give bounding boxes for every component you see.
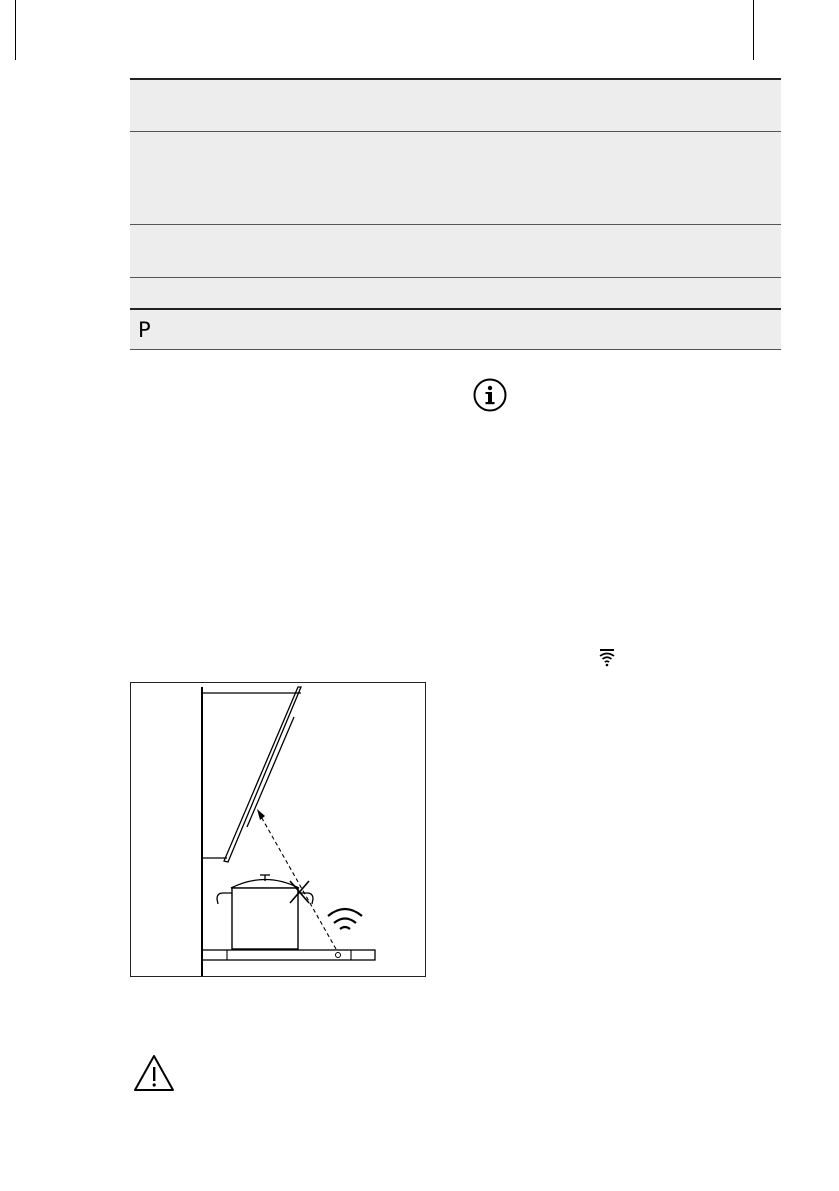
illustration-svg [131, 683, 425, 976]
table-row [130, 78, 781, 132]
crop-mark-top-left [15, 0, 16, 60]
table-cell-p: P [138, 317, 151, 342]
table-row [130, 278, 781, 310]
warning-icon [132, 1053, 176, 1093]
hood-fan-icon [598, 648, 616, 668]
info-icon [473, 378, 507, 412]
table-row [130, 225, 781, 278]
settings-table [130, 78, 781, 350]
table-row [130, 132, 781, 225]
table-row [130, 310, 781, 350]
crop-mark-top-right [753, 0, 754, 60]
hob-hood-illustration [130, 682, 426, 977]
